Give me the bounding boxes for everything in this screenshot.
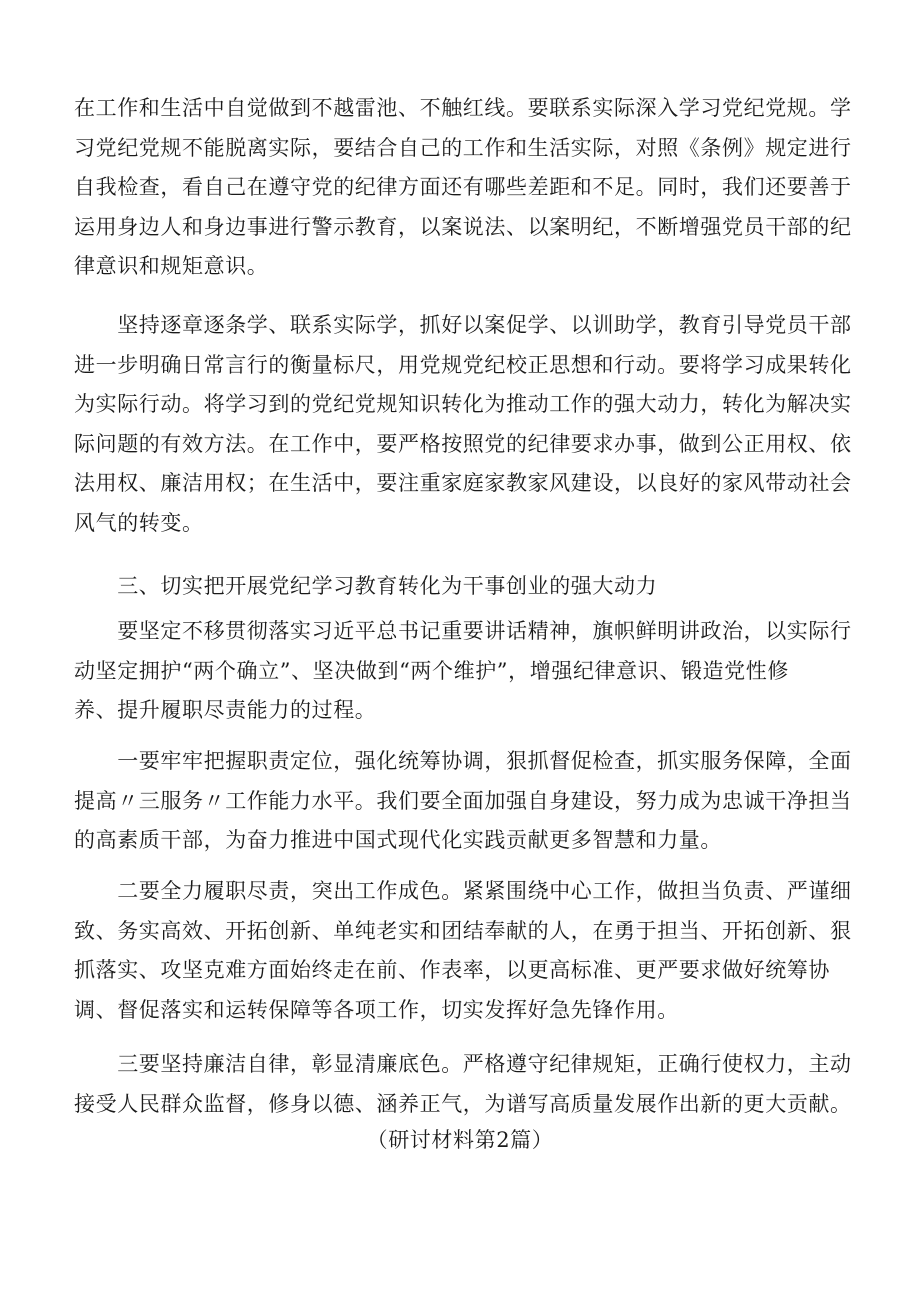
text-line: 在工作和生活中自觉做到不越雷池、不触红线。要联系实际深入学习党纪党规。学 — [74, 96, 852, 120]
text-line: 进一步明确日常言行的衡量标尺，用党规党纪校正思想和行动。要将学习成果转化 — [74, 352, 852, 377]
document-caption: （研讨材料第2篇） — [366, 1128, 554, 1152]
text-line: 要坚定不移贯彻落实习近平总书记重要讲话精神，旗帜鲜明讲政治，以实际行 — [74, 619, 852, 643]
text-line: 为实际行动。将学习到的党纪党规知识转化为推动工作的强大动力，转化为解决实 — [74, 392, 852, 416]
text-line: 际问题的有效方法。在工作中，要严格按照党的纪律要求办事，做到公正用权、依 — [74, 431, 852, 456]
paragraph-3 — [74, 612, 864, 731]
text-line: 二要全力履职尽责，突出工作成色。紧紧围绕中心工作，做担当负责、严谨细 — [74, 879, 852, 903]
paragraph-4 — [74, 742, 864, 861]
section-heading — [74, 567, 864, 607]
paragraph-5 — [74, 872, 864, 1030]
text-line: 提高〃三服务〃工作能力水平。我们要全面加强自身建设，努力成为忠诚干净担当 — [74, 788, 852, 813]
paragraph-1 — [74, 89, 864, 287]
paragraph-6 — [74, 1045, 864, 1124]
text-line: 风气的转变。 — [74, 510, 204, 535]
text-line: 接受人民群众监督，修身以德、涵养正气，为谱写高质量发展作出新的更大贡献。 — [74, 1091, 852, 1116]
text-line: 的高素质干部，为奋力推进中国式现代化实践贡献更多智慧和力量。 — [74, 828, 722, 852]
text-line: 自我检查，看自己在遵守党的纪律方面还有哪些差距和不足。同时，我们还要善于 — [74, 175, 852, 199]
text-line: 法用权、廉洁用权；在生活中，要注重家庭家教家风建设，以良好的家风带动社会 — [74, 471, 852, 495]
text-line: 运用身边人和身边事进行警示教育，以案说法、以案明纪，不断增强党员干部的纪 — [74, 214, 852, 239]
text-line: 习党纪党规不能脱离实际，要结合自己的工作和生活实际，对照《条例》规定进行 — [74, 135, 852, 160]
text-line: 动坚定拥护“两个确立”、坚决做到“两个维护”，增强纪律意识、锻造党性修 — [74, 658, 789, 683]
text-line: 养、提升履职尽责能力的过程。 — [74, 698, 377, 722]
text-line: 坚持逐章逐条学、联系实际学，抓好以案促学、以训助学，教育引导党员干部 — [74, 313, 852, 337]
paragraph-2 — [74, 306, 864, 543]
text-line: 一要牢牢把握职责定位，强化统筹协调，狠抓督促检查，抓实服务保障，全面 — [74, 749, 852, 773]
text-line: 三、切实把开展党纪学习教育转化为干事创业的强大动力 — [74, 574, 658, 598]
text-line: 三要坚持廉洁自律，彰显清廉底色。严格遵守纪律规矩，正确行使权力，主动 — [74, 1052, 852, 1076]
text-line: 律意识和规矩意识。 — [74, 254, 269, 278]
text-line: 调、督促落实和运转保障等各项工作，切实发挥好急先锋作用。 — [74, 997, 679, 1022]
text-line: 致、务实高效、开拓创新、单纯老实和团结奉献的人，在勇于担当、开拓创新、狠 — [74, 918, 852, 943]
text-line: 抓落实、攻坚克难方面始终走在前、作表率，以更高标准、更严要求做好统筹协 — [74, 958, 830, 982]
